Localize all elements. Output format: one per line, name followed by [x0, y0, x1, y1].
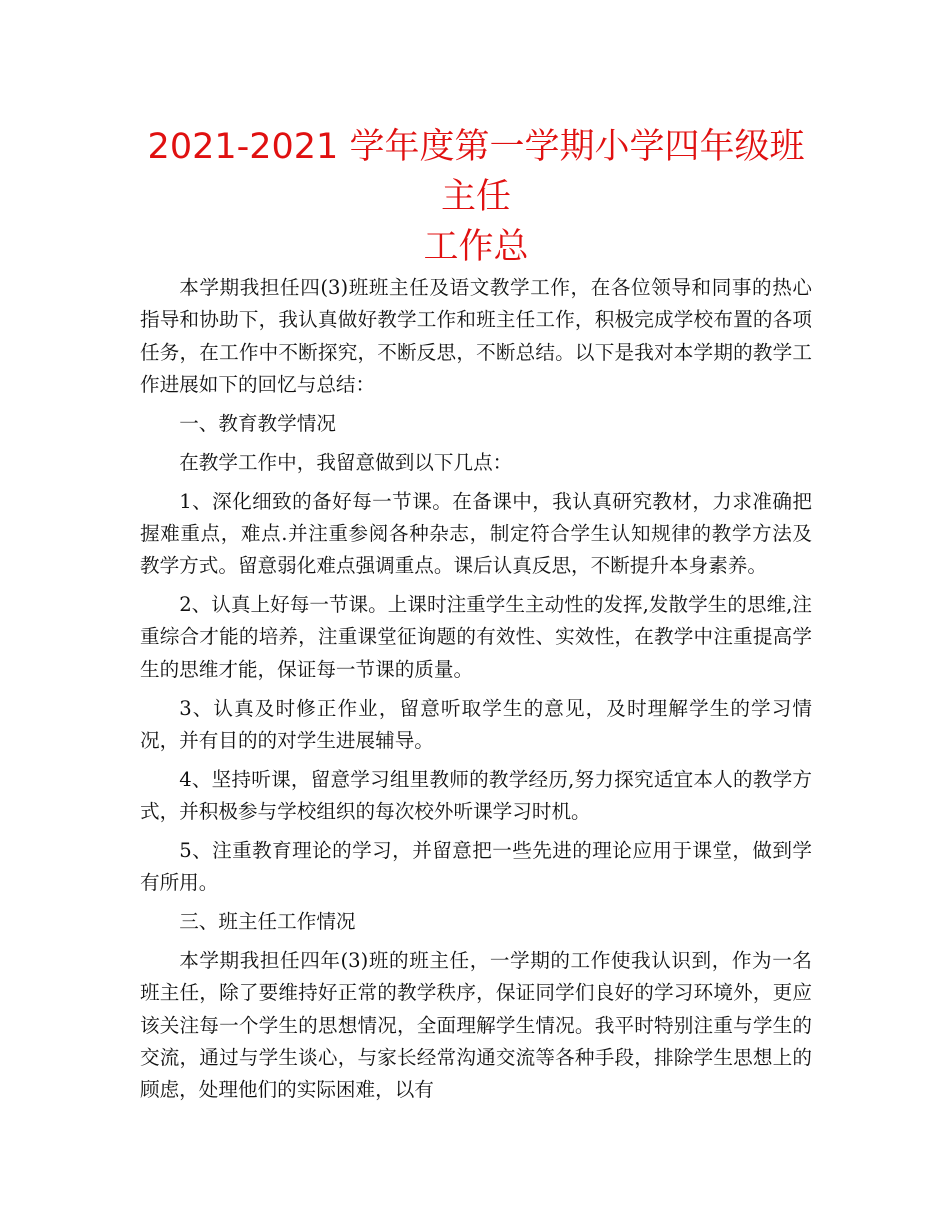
title-line-2: 工作总 [423, 227, 529, 267]
title-line-1: 2021-2021 学年度第一学期小学四年级班主任 [147, 127, 805, 217]
section-heading-teaching: 一、教育教学情况 [179, 411, 336, 435]
paragraph-point-3: 3、认真及时修正作业，留意听取学生的意见，及时理解学生的学习情况，并有目的的对学生进展辅导。 [140, 696, 812, 752]
section-heading-class-teacher: 三、班主任工作情况 [179, 910, 356, 934]
paragraph-teaching-intro: 在教学工作中，我留意做到以下几点： [179, 450, 513, 474]
paragraph-point-4: 4、坚持听课，留意学习组里教师的教学经历,努力探究适宜本人的教学方式，并积极参与学校组织的每次校外听课学习时机。 [140, 767, 812, 824]
document-body [140, 272, 812, 1106]
paragraph-class-teacher: 本学期我担任四年(3)班的班主任，一学期的工作使我认识到，作为一名班主任，除了要维持好正常的教学秩序，保证同学们良好的学习环境外，更应该关注每一个学生的思想情况，全面理解学生情况。我平时特别注重与学生的交流，通过与学生谈心，与家长经常沟通交流等各种手段，排除学生思想上的顾虑，处理他们的实际困难，以有 [140, 948, 812, 1102]
paragraph-point-5: 5、注重教育理论的学习，并留意把一些先进的理论应用于课堂，做到学有所用。 [140, 838, 812, 895]
document-title [140, 122, 812, 272]
paragraph-point-1: 1、深化细致的备好每一节课。在备课中，我认真研究教材，力求准确把握难重点，难点.并注重参阅各种杂志，制定符合学生认知规律的教学方法及教学方式。留意弱化难点强调重点。课后认真反思，不断提升本身素养。 [140, 489, 812, 578]
paragraph-point-2: 2、认真上好每一节课。上课时注重学生主动性的发挥,发散学生的思维,注重综合才能的培养，注重课堂征询题的有效性、实效性，在教学中注重提高学生的思维才能，保证每一节课的质量。 [140, 593, 812, 681]
paragraph-intro: 本学期我担任四(3)班班主任及语文教学工作，在各位领导和同事的热心指导和协助下，我认真做好教学工作和班主任工作，积极完成学校布置的各项任务，在工作中不断探究，不断反思，不断总结。以下是我对本学期的教学工作进展如下的回忆与总结： [140, 276, 812, 396]
